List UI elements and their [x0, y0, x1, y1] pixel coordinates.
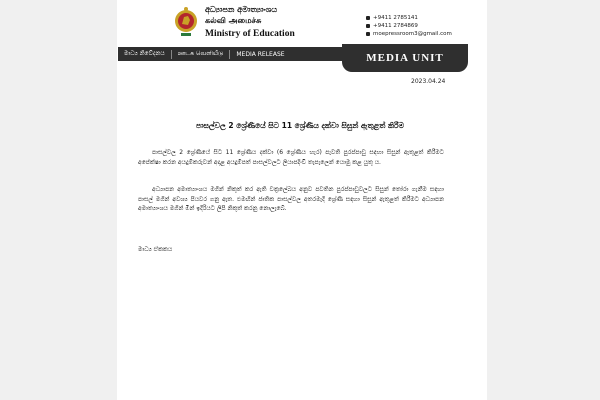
band-label-english: MEDIA RELEASE [236, 50, 285, 58]
contact-phone [366, 15, 418, 22]
contact-email-text: moepressroom3@gmail.com [373, 31, 452, 37]
phone-icon [366, 16, 370, 20]
contact-fax-text: +9411 2784869 [373, 23, 418, 29]
band-label-sinhala: මාධ්‍ය නිවේදනය [124, 50, 165, 57]
band-label-tamil: ஊடக வெளியீடு [177, 50, 224, 57]
paragraph-2: අධ්‍යාපන අමාත්‍යාංශය මගින් නිකුත් කර ඇති චක්‍රලේඛය අනුව පවතින පුරප්පාඩුවලට සිසුන් තෝරා ගැනීම සඳහා පාසල් මගින් අවශ්‍ය පියවර ගනු ඇත. එමඟින් ජාතික පාසල්වල අතරමැදි ශ්‍රේණි සඳහා සිසුන් ඇතුළත් කිරීමට අධ්‍යාපන අමාත්‍යාංශය මගින් මින් ඉදිරියට ලිපි නිකුත් කරනු නොලැබේ. [138, 186, 444, 212]
fax-icon [366, 24, 370, 28]
contact-email [366, 31, 452, 38]
contact-phone-text: +9411 2785141 [373, 15, 418, 21]
ministry-name-sinhala: අධ්‍යාපන අමාත්‍යාංශය [205, 5, 278, 14]
email-icon [366, 32, 370, 36]
signature: මාධ්‍ය ඒකකය [138, 246, 173, 253]
contact-fax [366, 23, 418, 30]
ministry-name-tamil: கல்வி அமைச்சு [205, 16, 262, 25]
sri-lanka-emblem-icon [173, 6, 199, 40]
release-date: 2023.04.24 [411, 78, 446, 85]
media-unit-tab: MEDIA UNIT [342, 44, 468, 72]
release-title: පාසල්වල 2 ශ්‍රේණියේ සිට 11 ශ්‍රේණිය දක්වා සිසුන් ඇතුළත් කිරීම [196, 121, 404, 130]
ministry-name-english: Ministry of Education [205, 29, 295, 39]
paragraph-1: පාසල්වල 2 ශ්‍රේණියේ සිට 11 ශ්‍රේණිය දක්වා (6 ශ්‍රේණිය හැර) පැවති පුරප්පාඩු සඳහා සිසුන් ඇතුළත් කිරීමට අපේක්ෂා කරන අයදුම්කරුවන් අදාළ අයදුම්පත් පාසල්වලට ලියාපදිංචි තැපැලෙන් යොමු කළ යුතු ය. [138, 149, 444, 166]
